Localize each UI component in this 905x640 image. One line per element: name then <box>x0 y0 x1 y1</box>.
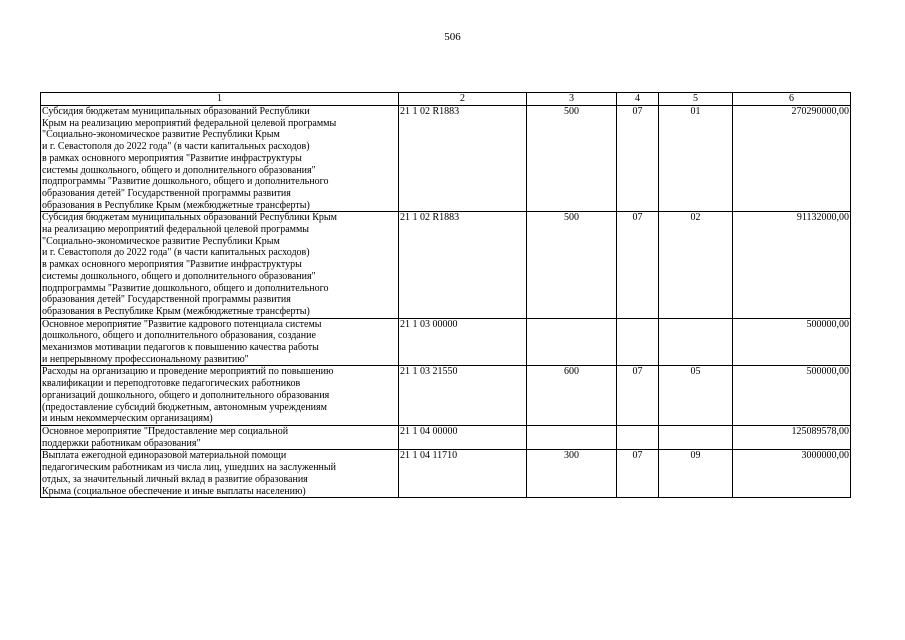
column-header-3: 3 <box>527 93 617 106</box>
row-col5: 01 <box>659 106 733 212</box>
row-col5: 05 <box>659 366 733 426</box>
table-header-row <box>41 93 851 106</box>
row-code: 21 1 03 00000 <box>399 318 527 366</box>
row-col4 <box>617 318 659 366</box>
row-col4: 07 <box>617 450 659 498</box>
budget-table <box>40 92 851 498</box>
row-col3: 300 <box>527 450 617 498</box>
row-col3: 500 <box>527 106 617 212</box>
row-col5 <box>659 425 733 449</box>
row-code: 21 1 02 R1883 <box>399 212 527 318</box>
row-col4: 07 <box>617 366 659 426</box>
page-number: 506 <box>444 31 461 43</box>
table-row <box>41 318 851 366</box>
column-header-5: 5 <box>659 93 733 106</box>
row-code: 21 1 04 00000 <box>399 425 527 449</box>
row-col3 <box>527 318 617 366</box>
row-description: Выплата ежегодной единоразовой материальной помощи педагогическим работникам из числа лиц, ушедших на заслуженный отдых, за значительный личный вклад в развитие образования Крыма (социальное обеспечение и иные выплаты населению) <box>41 450 399 498</box>
column-header-6: 6 <box>733 93 851 106</box>
table-row <box>41 450 851 498</box>
row-code: 21 1 02 R1883 <box>399 106 527 212</box>
table-row <box>41 425 851 449</box>
row-amount: 270290000,00 <box>733 106 851 212</box>
table-row <box>41 212 851 318</box>
row-amount: 91132000,00 <box>733 212 851 318</box>
column-header-2: 2 <box>399 93 527 106</box>
row-col3 <box>527 425 617 449</box>
row-amount: 3000000,00 <box>733 450 851 498</box>
row-col5: 09 <box>659 450 733 498</box>
row-code: 21 1 03 21550 <box>399 366 527 426</box>
table-row <box>41 366 851 426</box>
row-code: 21 1 04 11710 <box>399 450 527 498</box>
table-row <box>41 106 851 212</box>
row-amount: 125089578,00 <box>733 425 851 449</box>
row-col4: 07 <box>617 212 659 318</box>
row-description: Основное мероприятие "Предоставление мер социальной поддержки работникам образования" <box>41 425 399 449</box>
row-description: Субсидия бюджетам муниципальных образований Республики Крым на реализацию мероприятий федеральной целевой программы "Социально-экономическое развитие Республики Крым и г. Севастополя до 2022 года" (в части капитальных расходов) в рамках основного мероприятия "Развитие инфраструктуры системы дошкольного, общего и дополнительного образования" подпрограммы "Развитие дошкольного, общего и дополнительного образования детей" Государственной программы развития образования в Республике Крым (межбюджетные трансферты) <box>41 212 399 318</box>
row-amount: 500000,00 <box>733 318 851 366</box>
row-description: Расходы на организацию и проведение мероприятий по повышению квалификации и переподготовке педагогических работников организаций дошкольного, общего и дополнительного образования (предоставление субсидий бюджетным, автономным учреждениям и иным некоммерческим организациям) <box>41 366 399 426</box>
row-description: Основное мероприятие "Развитие кадрового потенциала системы дошкольного, общего и дополнительного образования, создание механизмов мотивации педагогов к повышению качества работы и непрерывному профессиональному развитию" <box>41 318 399 366</box>
column-header-1: 1 <box>41 93 399 106</box>
row-description: Субсидия бюджетам муниципальных образований Республики Крым на реализацию мероприятий федеральной целевой программы "Социально-экономическое развитие Республики Крым и г. Севастополя до 2022 года" (в части капитальных расходов) в рамках основного мероприятия "Развитие инфраструктуры системы дошкольного, общего и дополнительного образования" подпрограммы "Развитие дошкольного, общего и дополнительного образования детей" Государственной программы развития образования в Республике Крым (межбюджетные трансферты) <box>41 106 399 212</box>
column-header-4: 4 <box>617 93 659 106</box>
row-col5: 02 <box>659 212 733 318</box>
row-col4 <box>617 425 659 449</box>
row-amount: 500000,00 <box>733 366 851 426</box>
row-col5 <box>659 318 733 366</box>
row-col4: 07 <box>617 106 659 212</box>
row-col3: 500 <box>527 212 617 318</box>
row-col3: 600 <box>527 366 617 426</box>
